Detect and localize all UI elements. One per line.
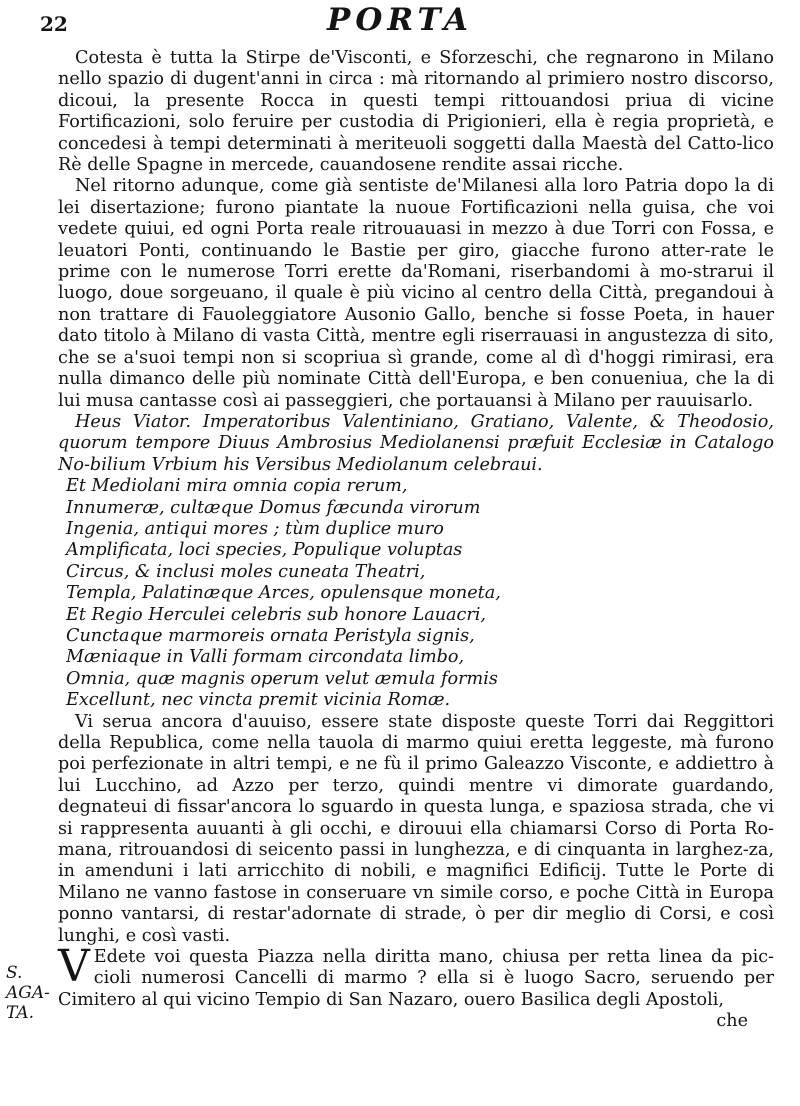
paragraph: Cotesta è tutta la Stirpe de'Visconti, e Sforzeschi, che regnarono in Milano nello spazio di dugent'anni in circa : mà ritornando al primiero nostro discorso, dicoui, la presente Rocca in questi tempi rittouandosi priua di vicine Fortificazioni, solo feruire per custodia di Prigionieri, ella è regia proprietà, e concedesi à tempi determinati à meriteuoli soggetti dalla Maestà del Catto-lico Rè delle Spagne in mercede, cauandosene rendite assai ricche.: [58, 48, 774, 176]
body-text: [58, 48, 774, 1033]
verse-line: Excellunt, nec vincta premit vicinia Romæ.: [66, 690, 451, 711]
verse-line: Et Mediolani mira omnia copia rerum,: [66, 476, 408, 497]
paragraph: Vi serua ancora d'auuiso, essere state disposte queste Torri dai Reggittori della Republica, come nella tauola di marmo quiui eretta leggeste, mà furono poi perfezionate in altri tempi, e ne fù il primo Galeazzo Visconte, e addiettro à lui Lucchino, ad Azzo per terzo, quindi mentre vi dimorate guardando, degnateui di fissar'ancora lo sguardo in questa lunga, e spaziosa strada, che vi si rappresenta auuanti à gli occhi, e dirouui ella chiamarsi Corso di Porta Ro-mana, ritrouandosi di seicento passi in lunghezza, e di cinquanta in larghez-za, in amenduni i lati arricchito di nobili, e magnifici Edificij. Tutte le Porte di Milano ne vanno fastose in conseruare vn simile corso, e poche Città in Europa ponno vantarsi, di restar'adornate di strade, ò per dir meglio di Corsi, e così lunghi, e così vasti.: [58, 711, 774, 946]
marginal-note: [6, 963, 52, 1023]
paragraph: Nel ritorno adunque, come già sentiste de'Milanesi alla loro Patria dopo la di lei disertazione; furono piantate la nuoue Fortificazioni nella guisa, che voi vedete quiui, ed ogni Porta reale ritrouauasi in mezzo à due Torri con Fossa, e leuatori Ponti, continuando le Bastie per giro, giacche furono atter-rate le prime con le numerose Torri erette da'Romani, riserbandomi à mo-strarui il luogo, doue sorgeuano, il quale è più vicino al centro della Città, pregandoui à non trattare di Fauoleggiatore Ausonio Gallo, benche si fosse Poeta, in hauer dato titolo à Milano di vasta Città, mentre egli riserrauasi in angustezza di sito, che se a'suoi tempi non si scopriua sì grande, come al dì d'hoggi rimirasi, era nulla dimanco delle più nominate Città dell'Europa, e ben conueniua, che la di lui musa cantasse così ai passeggieri, che portauansi à Milano per rauuisarlo.: [58, 176, 774, 411]
verse-line: Et Regio Herculei celebris sub honore Lauacri,: [66, 604, 487, 625]
verse-line: Amplificata, loci species, Populique voluptas: [66, 540, 463, 561]
paragraph-text: Edete voi questa Piazza nella diritta mano, chiusa per retta linea da pic-cioli numerosi Cancelli di marmo ? ella si è luogo Sacro, seruendo per Cimitero al qui vicino Tempio di San Nazaro, ouero Basilica degli Apostoli,: [58, 947, 774, 1010]
verse-line: Circus, & inclusi moles cuneata Theatri,: [66, 561, 426, 582]
marginal-note-line: S. AGA-: [6, 963, 50, 1003]
page-number: 22: [40, 12, 68, 36]
verse-line: Omnia, quæ magnis operum velut æmula formis: [66, 668, 498, 689]
drop-cap: V: [58, 941, 90, 993]
marginal-note-line: TA.: [6, 1003, 35, 1023]
verse-line: Ingenia, antiqui mores ; tùm duplice muro: [66, 518, 444, 539]
verse-line: Innumeræ, cultæque Domus fæcunda virorum: [66, 497, 481, 518]
latin-epigram: [58, 412, 774, 712]
running-head: PORTA: [327, 2, 473, 38]
paragraph-with-dropcap: [58, 941, 774, 1011]
verse-line: Cunctaque marmoreis ornata Peristyla signis,: [66, 625, 475, 646]
verse-line: Mæniaque in Valli formam circondata limbo,: [66, 647, 465, 668]
catchword: che: [716, 1011, 748, 1032]
verse-line: Templa, Palatinæque Arces, opulensque moneta,: [66, 583, 501, 604]
epigram-introduction: Heus Viator. Imperatoribus Valentiniano, Gratiano, Valente, & Theodosio, quorum tempore Diuus Ambrosius Mediolanensi præfuit Ecclesiæ in Catalogo No-bilium Vrbium his Versibus Mediolanum celebraui.: [58, 411, 774, 475]
